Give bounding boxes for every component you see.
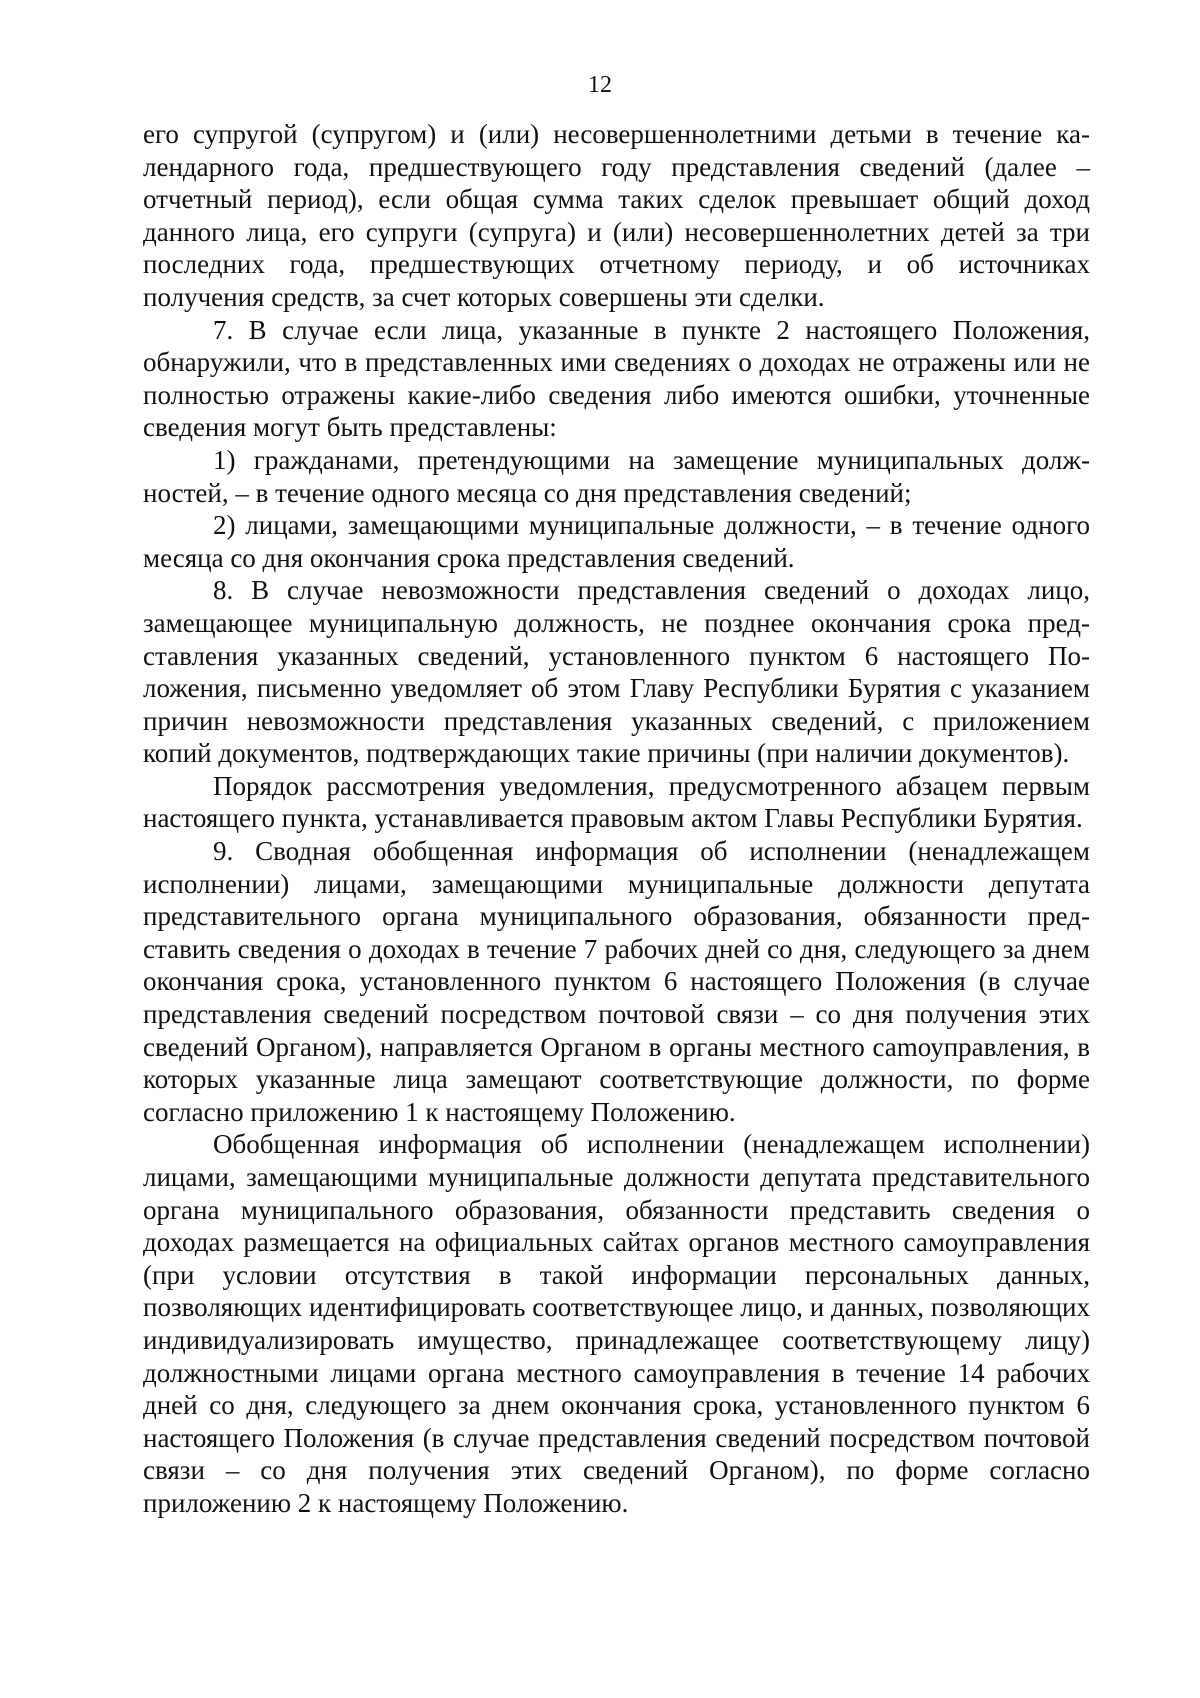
paragraph-clause-7-1: 1) гражданами, претендующими на замещение муниципальных должностей, – в течение одного месяца со дня представления сведений; [143,444,1090,508]
paragraph-clause-9: 9. Сводная обобщенная информация об исполнении (ненадлежащем исполнении) лицами, замещающими муниципальные должности депутата представительного органа муниципального образования, обязанности представить сведения о доходах в течение 7 рабочих дней со дня, следующего за днем окончания срока, установленного пунктом 6 настоящего Положения (в случае представления сведений посредством почтовой связи – со дня получения этих сведений Органом), направляется Органом в органы местного саmоуправления, в которых указанные лица замещают соответствующие должности, по форме согласно приложению 1 к настоящему Положению. [143,836,1090,1127]
paragraph-clause-8: 8. В случае невозможности представления сведений о доходах лицо, замещающее муниципальную должность, не позднее окончания срока представления указанных сведений, установленного пунктом 6 настоящего Положения, письменно уведомляет об этом Главу Республики Бурятия с указанием причин невозможности представления указанных сведений, с приложением копий документов, подтверждающих такие причины (при наличии документов). [143,575,1090,769]
paragraph-clause-9-summary: Обобщенная информация об исполнении (ненадлежащем исполнении) лицами, замещающими муниципальные должности депутата представительного органа муниципального образования, обязанности представить сведения о доходах размещается на официальных сайтах органов местного самоупрaвления (при условии отсутствия в такой информации персональных данных, позволяющих идентифицировать соответствующее лицо, и данных, позволяющих индивидуализировать имущество, принадлежащее соответствующему лицу) должностными лицами органа местного самоуправления в течение 14 рабочих дней со дня, следующего за днем окончания срока, установленного пунктом 6 настоящего Положения (в случае представления сведений посредством почтовой связи – со дня получения этих сведений Органом), по форме согласно приложению 2 к настоящему Положению. [143,1129,1090,1518]
paragraph-clause-7-2: 2) лицами, замещающими муниципальные должности, – в течение одного месяца со дня окончания срока представления сведений. [143,510,1090,573]
document-body [143,118,1090,1520]
paragraph-clause-7: 7. В случае если лица, указанные в пункте 2 настоящего Положения, обнаружили, что в представленных ими сведениях о доходах не отражены или не полностью отражены какие-либо сведения либо имеются ошибки, уточненные сведения могут быть представлены: [143,314,1090,443]
page-number: 12 [588,72,612,98]
paragraph-clause-8-procedure: Порядок рассмотрения уведомления, предусмотренного абзацем первым настоящего пункта, устанавливается правовым актом Главы Республики Бурятия. [143,770,1090,834]
paragraph-continuation: его супругой (супругом) и (или) несовершеннолетними детьми в течение календарного года, предшествующего году представления сведений (далее – отчетный период), если общая сумма таких сделок превышает общий доход данного лица, его супруги (супруга) и (или) несовершеннолетних детей за три последних года, предшествующих отчетному периоду, и об источниках получения средств, за счет которых совершены эти сделки. [143,119,1090,312]
